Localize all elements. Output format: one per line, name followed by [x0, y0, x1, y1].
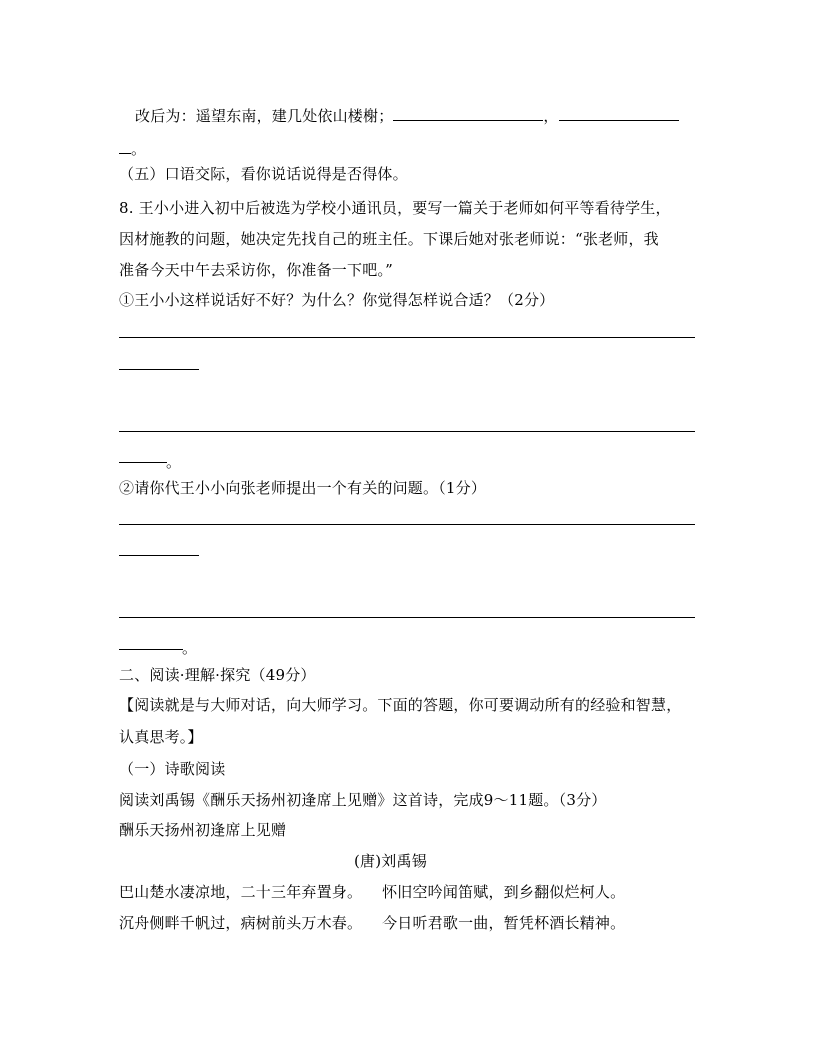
answer-line-short[interactable]: [119, 369, 199, 370]
answer-line[interactable]: [119, 431, 695, 432]
answer-blank-1[interactable]: [393, 104, 543, 121]
answer-blank-2-continued[interactable]: [119, 137, 131, 154]
q8-sub2-question: ②请你代王小小向张老师提出一个有关的问题。（1分）: [119, 479, 487, 497]
section5-title: （五）口语交际，看你说话说得是否得体。: [119, 165, 408, 183]
part2-intro-line2: 认真思考。】: [119, 728, 203, 746]
answer-line-short[interactable]: [119, 462, 167, 463]
q8-line1: 8. 王小小进入初中后被选为学校小通讯员，要写一篇关于老师如何平等看待学生，: [119, 199, 671, 217]
part2-title: 二、阅读·理解·探究（49分）: [119, 666, 316, 684]
poem-instruction: 阅读刘禹锡《酬乐天扬州初逢席上见赠》这首诗，完成9～11题。（3分）: [119, 791, 607, 809]
answer-line-short[interactable]: [119, 649, 183, 650]
sub2-end-mark: 。: [182, 639, 198, 657]
q8-sub1-question: ①王小小这样说话好不好？为什么？你觉得怎样说合适？（2分）: [119, 291, 555, 309]
rewrite-line-end: [119, 137, 146, 159]
answer-line[interactable]: [119, 337, 695, 338]
poem-author: (唐)刘禹锡: [354, 852, 427, 870]
part2-intro-line1: 【阅读就是与大师对话，向大师学习。下面的答题，你可要调动所有的经验和智慧，: [119, 696, 682, 714]
answer-line-short[interactable]: [119, 555, 199, 556]
rewrite-end-mark: 。: [131, 140, 147, 158]
q8-line2: 因材施教的问题，她决定先找自己的班主任。下课后她对张老师说：“张老师，我: [119, 230, 659, 248]
rewrite-text: 改后为：遥望东南，建几处依山楼榭；: [135, 107, 394, 125]
answer-line[interactable]: [119, 524, 695, 525]
poem-title: 酬乐天扬州初逢席上见赠: [119, 821, 287, 839]
answer-blank-2[interactable]: [559, 104, 679, 121]
poem-line-2: 沉舟侧畔千帆过，病树前头万木春。 今日听君歌一曲，暂凭杯酒长精神。: [119, 914, 626, 932]
q8-line3: 准备今天中午去采访你，你准备一下吧。”: [119, 261, 393, 279]
answer-line[interactable]: [119, 617, 695, 618]
sub1-end-mark: 。: [166, 453, 182, 471]
rewrite-line: [135, 104, 679, 126]
poem-line-1: 巴山楚水凄凉地，二十三年弃置身。 怀旧空吟闻笛赋，到乡翻似烂柯人。: [119, 883, 626, 901]
rewrite-comma: ，: [543, 107, 559, 125]
poem-section-title: （一）诗歌阅读: [119, 760, 226, 778]
